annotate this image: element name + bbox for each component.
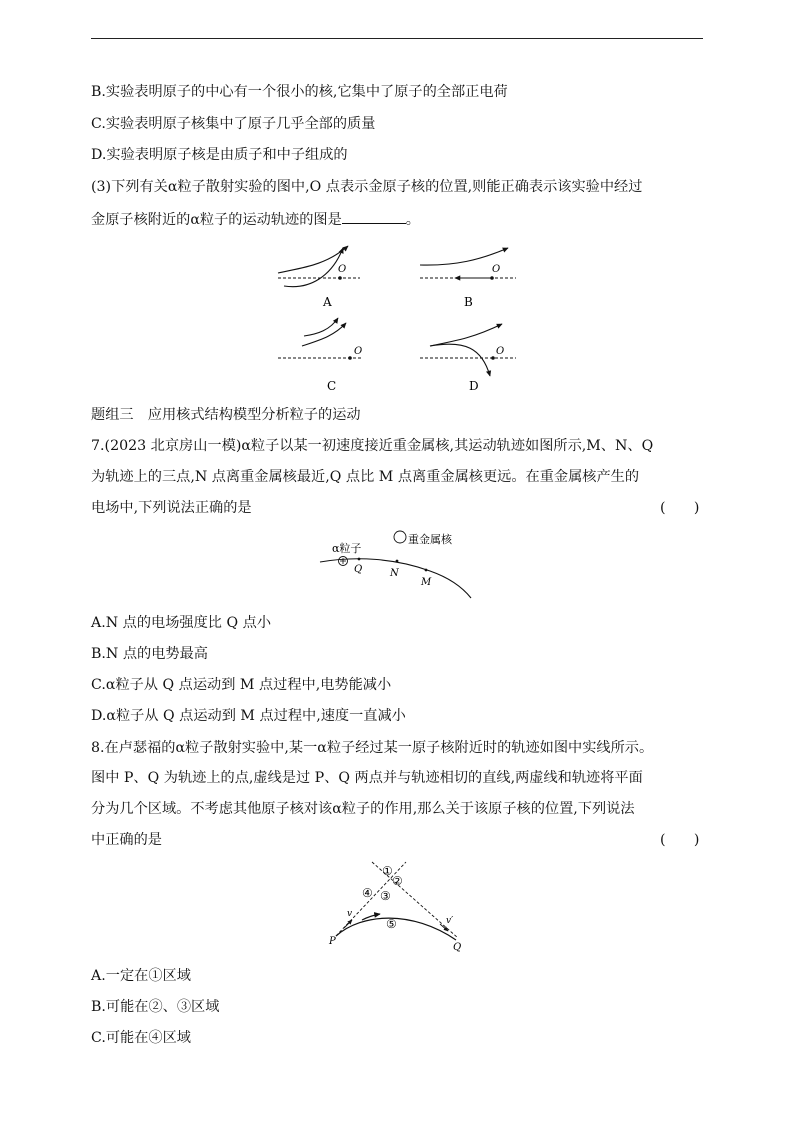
- m-point-label: M: [421, 577, 432, 588]
- label-c: C: [327, 379, 337, 393]
- region-4: ④: [362, 886, 373, 900]
- label-b: B: [464, 295, 473, 309]
- v-prime-label: v′: [446, 916, 454, 926]
- region-2: ②: [392, 874, 403, 888]
- region-1: ①: [382, 864, 393, 878]
- q-point-label: Q: [354, 564, 363, 575]
- label-d: D: [469, 379, 479, 393]
- q6-option-d: D.实验表明原子核是由质子和中子组成的: [91, 147, 348, 163]
- diagram-c: [278, 318, 362, 393]
- region-3: ③: [380, 889, 391, 903]
- q7-option-a: A.N 点的电场强度比 Q 点小: [91, 615, 272, 631]
- q7-line1: 7.(2023 北京房山一模)α粒子以某一初速度接近重金属核,其运动轨迹如图所示,M、N、Q: [91, 438, 654, 454]
- nucleus-label: 重金属核: [408, 533, 452, 546]
- q7-option-b: B.N 点的电势最高: [91, 646, 208, 662]
- q6-option-b: B.实验表明原子的中心有一个很小的核,它集中了原子的全部正电荷: [91, 84, 508, 100]
- nucleus-label-d: O: [496, 346, 505, 357]
- q8-figure: [322, 858, 472, 954]
- region-5: ⑤: [386, 917, 397, 931]
- q8-line3: 分为几个区域。不考虑其他原子核对该α粒子的作用,那么关于该原子核的位置,下列说法: [91, 801, 635, 817]
- q7-answer-paren: ( ): [660, 500, 700, 516]
- group3-heading: 题组三 应用核式结构模型分析粒子的运动: [91, 407, 361, 423]
- q7-figure: [315, 526, 485, 602]
- q6-figure: [270, 238, 530, 400]
- nucleus-label-c: O: [354, 346, 363, 357]
- q7-line3: 电场中,下列说法正确的是: [91, 500, 252, 516]
- q8-option-a: A.一定在①区域: [91, 968, 191, 984]
- q6-part3-line2: 金原子核附近的α粒子的运动轨迹的图是 。: [91, 209, 420, 230]
- answer-blank: [342, 209, 406, 224]
- q8-line4: 中正确的是: [91, 832, 162, 848]
- diagram-a: [278, 246, 360, 309]
- q7-option-d: D.α粒子从 Q 点运动到 M 点过程中,速度一直减小: [91, 708, 406, 724]
- q8-option-c: C.可能在④区域: [91, 1030, 191, 1046]
- q8-line1: 8.在卢瑟福的α粒子散射实验中,某一α粒子经过某一原子核附近时的轨迹如图中实线所示。: [91, 740, 654, 756]
- p-point-label: P: [329, 936, 336, 947]
- n-point-label: N: [390, 568, 399, 579]
- v-label: v: [347, 909, 353, 919]
- q8-answer-paren: ( ): [660, 832, 700, 848]
- q7-line2: 为轨迹上的三点,N 点离重金属核最近,Q 点比 M 点离重金属核更远。在重金属核产生的: [91, 469, 640, 485]
- q7-option-c: C.α粒子从 Q 点运动到 M 点过程中,电势能减小: [91, 677, 392, 693]
- q6-option-c: C.实验表明原子核集中了原子几乎全部的质量: [91, 116, 376, 132]
- diagram-d: [420, 324, 516, 393]
- header-rule: [91, 38, 703, 39]
- q8-line2: 图中 P、Q 为轨迹上的点,虚线是过 P、Q 两点并与轨迹相切的直线,两虚线和轨迹将平面: [91, 770, 643, 786]
- label-a: A: [323, 295, 332, 309]
- diagram-b: [420, 248, 516, 309]
- nucleus-label-a: O: [338, 264, 347, 275]
- q-point-label: Q: [453, 942, 462, 953]
- alpha-label: α粒子: [332, 542, 362, 555]
- q8-option-b: B.可能在②、③区域: [91, 999, 220, 1015]
- q6-part3-line1: (3)下列有关α粒子散射实验的图中,O 点表示金原子核的位置,则能正确表示该实验中经过: [91, 179, 643, 195]
- nucleus-label-b: O: [492, 264, 501, 275]
